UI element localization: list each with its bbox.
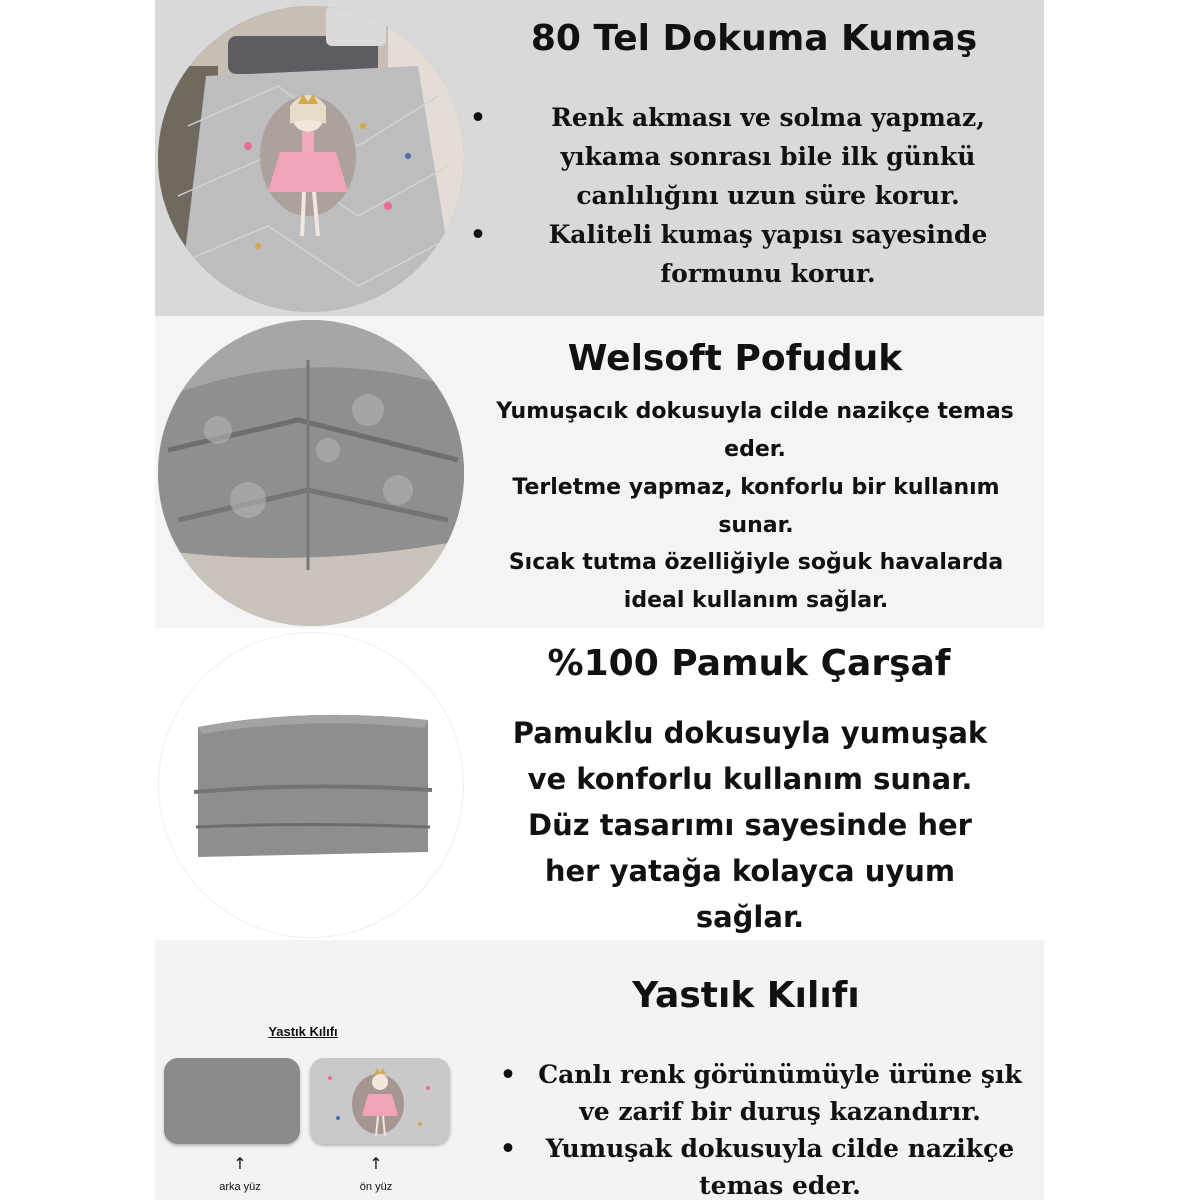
bedding-illustration [158, 6, 464, 312]
section1-bullets [470, 98, 1030, 293]
list-item [500, 1056, 1030, 1130]
section2-line-3: Sıcak tutma özelliğiyle soğuk havalarda ideal kullanım sağlar. [508, 550, 1004, 613]
section3-title: %100 Pamuk Çarşaf [547, 643, 951, 684]
pillow-front [310, 1058, 450, 1144]
section2-title: Welsoft Pofuduk [567, 338, 903, 379]
back-side-label: arka yüz [219, 1181, 261, 1193]
arrow-up-icon: ↑ [369, 1154, 383, 1173]
bedding-photo [158, 6, 464, 312]
list-item [470, 215, 1030, 293]
list-item [500, 1130, 1030, 1204]
bullet-text: Renk akması ve solma yapmaz, yıkama sonrası bile ilk günkü canlılığını uzun süre korur. [551, 103, 985, 210]
bullet-dot: • [500, 1134, 516, 1163]
bullet-text: Kaliteli kumaş yapısı sayesinde formunu korur. [548, 220, 988, 288]
folded-sheet-illustration [158, 632, 464, 938]
bullet-dot: • [470, 103, 486, 132]
front-side-label: ön yüz [359, 1181, 393, 1193]
section2-line-2: Terletme yapmaz, konforlu bir kullanım sunar. [512, 475, 1000, 538]
section2-line-1: Yumuşacık dokusuyla cilde nazikçe temas eder. [496, 399, 1014, 462]
bullet-text: Canlı renk görünümüyle ürüne şık ve zarif bir duruş kazandırır. [538, 1060, 1022, 1126]
pillow-print-illustration [310, 1058, 450, 1144]
arrow-up-icon: ↑ [233, 1154, 247, 1173]
section3-paragraph: Pamuklu dokusuyla yumuşak ve konforlu kullanım sunar. Düz tasarımı sayesinde her her yatağa kolayca uyum sağlar. [512, 716, 988, 934]
pillow-back [164, 1058, 300, 1144]
section4-title: Yastık Kılıfı [632, 975, 860, 1016]
bullet-dot: • [470, 220, 486, 249]
sheet-photo [158, 632, 464, 938]
list-item [470, 98, 1030, 215]
bullet-dot: • [500, 1060, 516, 1089]
welsoft-photo [158, 320, 464, 626]
section4-bullets [500, 1056, 1030, 1204]
bullet-text: Yumuşak dokusuyla cilde nazikçe temas eder. [545, 1134, 1015, 1200]
pillowcase-image-heading: Yastık Kılıfı [268, 1024, 338, 1039]
welsoft-illustration [158, 320, 464, 626]
section1-title: 80 Tel Dokuma Kumaş [530, 18, 978, 59]
